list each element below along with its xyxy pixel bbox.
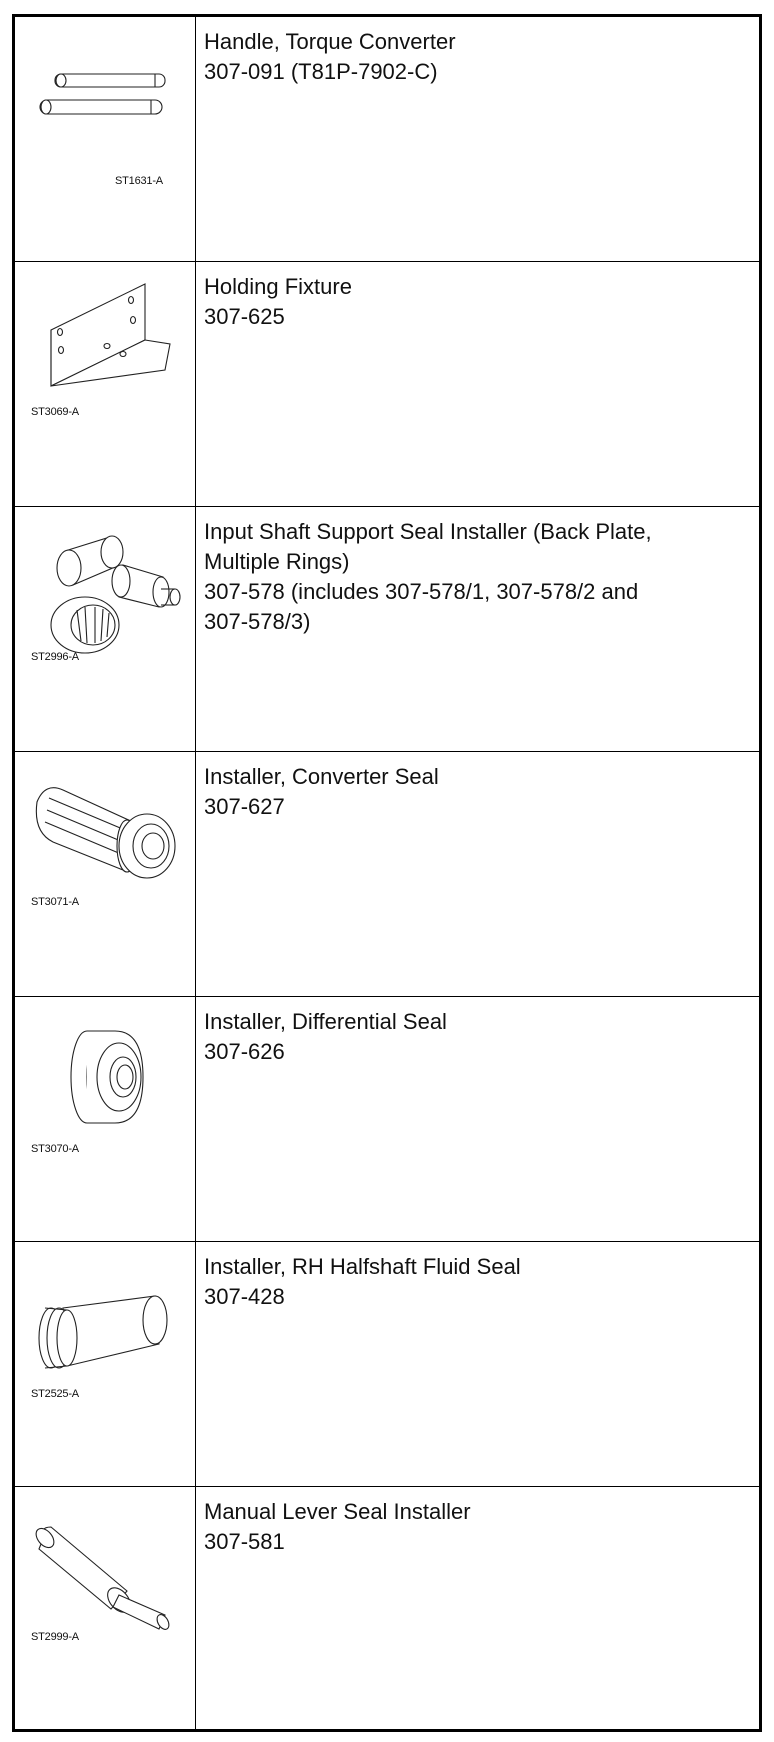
figure-label: ST3069-A xyxy=(31,406,79,418)
figure-label: ST3071-A xyxy=(31,896,79,908)
handle-rods-icon xyxy=(15,17,196,262)
tool-description xyxy=(196,1242,759,1486)
tool-name-line-1: Input Shaft Support Seal Installer (Back Plate, xyxy=(204,519,652,544)
table-row xyxy=(15,262,759,507)
figure-label: ST1631-A xyxy=(115,175,163,187)
tool-name-line-2: Multiple Rings) xyxy=(204,549,350,574)
table-row xyxy=(15,997,759,1242)
tool-image-cell xyxy=(15,752,196,996)
tool-part-number: 307-625 xyxy=(204,304,285,329)
figure-label: ST2999-A xyxy=(31,1631,79,1643)
table-row xyxy=(15,1242,759,1487)
tool-description xyxy=(196,997,759,1241)
tool-image-cell xyxy=(15,1242,196,1486)
tool-part-number: 307-627 xyxy=(204,794,285,819)
tool-name: Installer, RH Halfshaft Fluid Seal xyxy=(204,1254,521,1279)
tool-image-cell xyxy=(15,1487,196,1729)
tool-description xyxy=(196,752,759,996)
tool-part-number: 307-626 xyxy=(204,1039,285,1064)
tool-description xyxy=(196,17,759,261)
tool-description xyxy=(196,262,759,506)
tool-part-number: 307-581 xyxy=(204,1529,285,1554)
seal-installer-set-icon xyxy=(15,507,196,752)
lever-seal-installer-icon xyxy=(15,1487,196,1729)
figure-label: ST2996-A xyxy=(31,651,79,663)
table-row xyxy=(15,752,759,997)
table-row xyxy=(15,507,759,752)
halfshaft-seal-installer-icon xyxy=(15,1242,196,1487)
tool-part-number-line-2: 307-578/3) xyxy=(204,609,311,634)
tool-name: Installer, Converter Seal xyxy=(204,764,439,789)
tool-name: Handle, Torque Converter xyxy=(204,29,456,54)
differential-seal-installer-icon xyxy=(15,997,196,1242)
special-tools-table xyxy=(12,14,762,1732)
tool-part-number: 307-091 (T81P-7902-C) xyxy=(204,59,438,84)
tool-name: Installer, Differential Seal xyxy=(204,1009,447,1034)
tool-image-cell xyxy=(15,507,196,751)
tool-description xyxy=(196,1487,759,1729)
tool-image-cell xyxy=(15,262,196,506)
tool-image-cell xyxy=(15,17,196,261)
figure-label: ST3070-A xyxy=(31,1143,79,1155)
tool-name: Manual Lever Seal Installer xyxy=(204,1499,471,1524)
figure-label: ST2525-A xyxy=(31,1388,79,1400)
tool-name: Holding Fixture xyxy=(204,274,352,299)
tool-part-number: 307-428 xyxy=(204,1284,285,1309)
table-row xyxy=(15,1487,759,1729)
tool-description xyxy=(196,507,759,751)
tool-part-number-line-1: 307-578 (includes 307-578/1, 307-578/2 and xyxy=(204,579,639,604)
holding-fixture-bracket-icon xyxy=(15,262,196,507)
table-row xyxy=(15,17,759,262)
tool-image-cell xyxy=(15,997,196,1241)
converter-seal-installer-icon xyxy=(15,752,196,997)
